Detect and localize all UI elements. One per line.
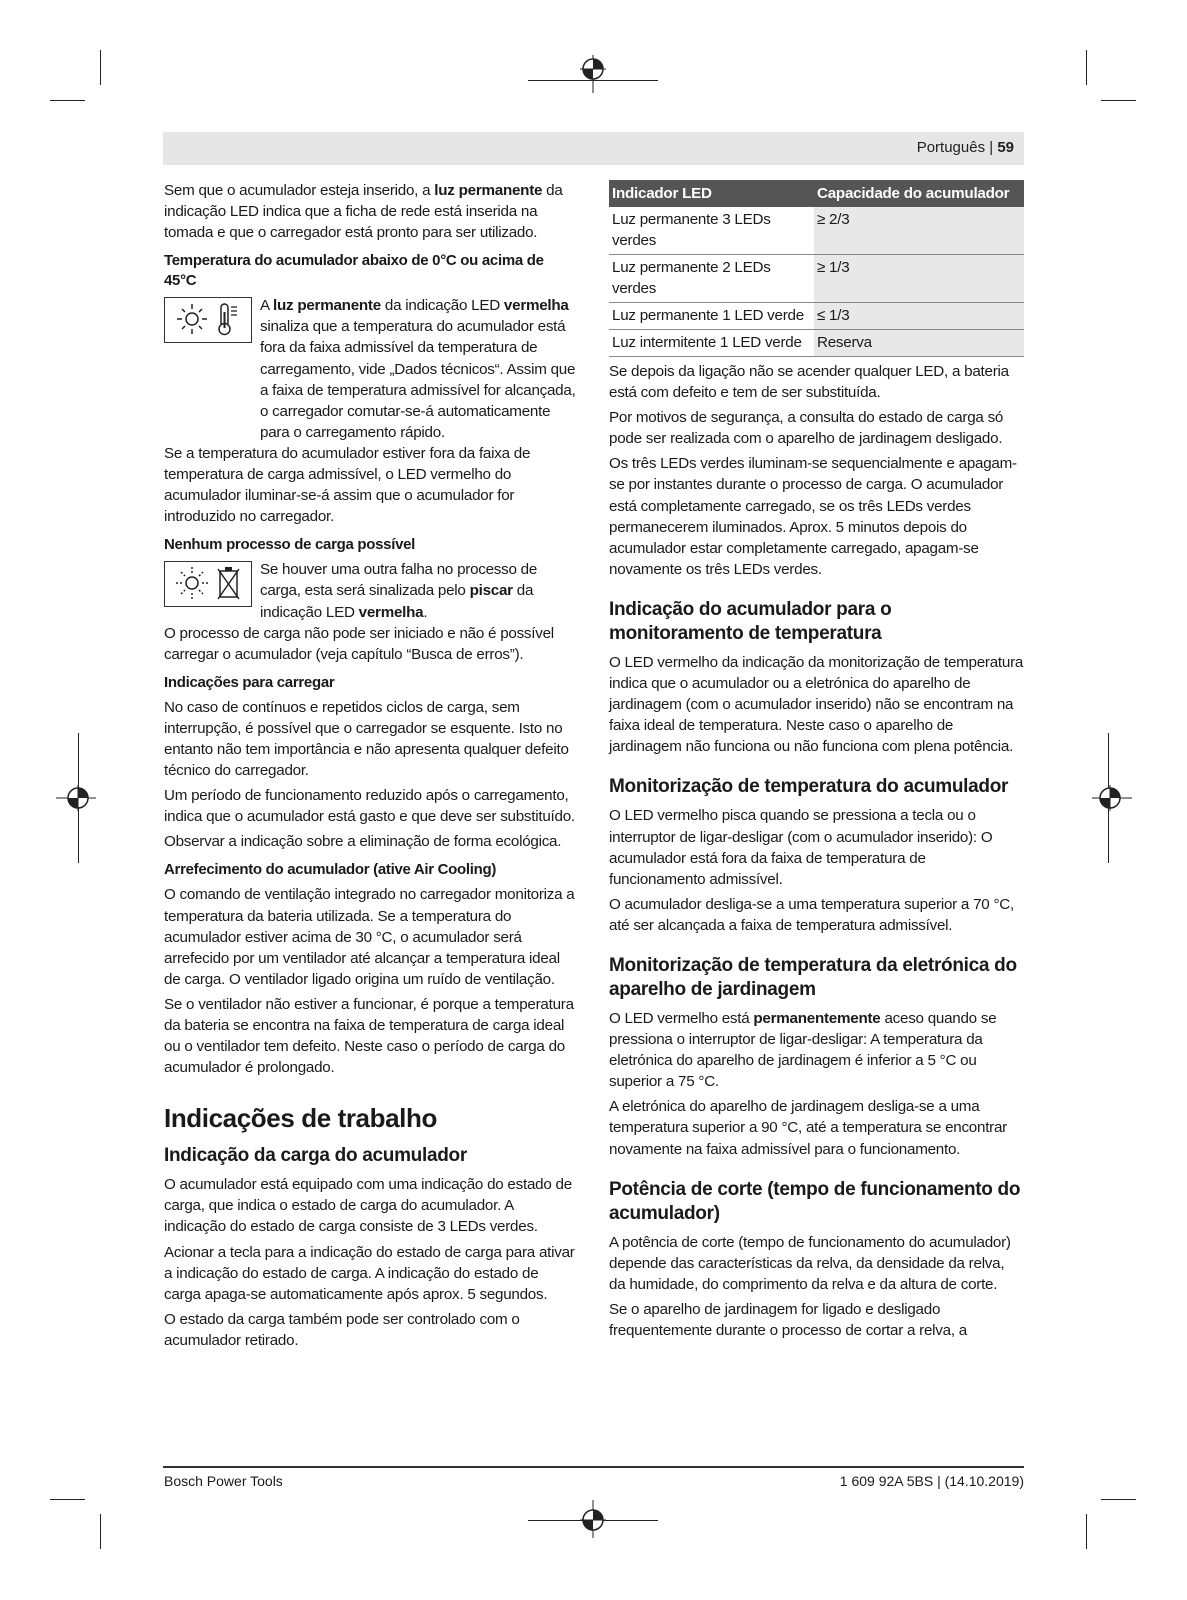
table-header-cell: Indicador LED (609, 180, 814, 207)
header-text: Português | 59 (916, 139, 1014, 156)
paragraph: Se a temperatura do acumulador estiver fora da faixa de temperatura de carga admissível, o LED vermelho do acumulador iluminar-se-á assim que o acumulador for introduzido no carregador. (164, 444, 531, 526)
table-row (609, 330, 1024, 357)
table-cell: ≥ 2/3 (814, 207, 1024, 255)
table-cell: Luz permanente 2 LEDs verdes (609, 255, 814, 303)
crop-mark (50, 100, 85, 101)
crop-mark (100, 50, 101, 85)
paragraph: No caso de contínuos e repetidos ciclos de carga, sem interrupção, é possível que o carregador se esquente. Isto no entanto não tem importância e não apresenta qualquer defeito técnico do carregador. (164, 698, 569, 780)
footer-doc-number: 1 609 92A 5BS | (14.10.2019) (839, 1473, 1024, 1489)
section-heading: Arrefecimento do acumulador (ative Air Cooling) (164, 861, 497, 879)
paragraph: O LED vermelho está permanentemente aceso quando se pressiona o interruptor de ligar-desligar: A temperatura da eletrónica do aparelho de jardinagem é inferior a 5 °C ou superior a 75 °C. (609, 1009, 997, 1091)
crop-mark (100, 1514, 101, 1549)
table-cell: Luz intermitente 1 LED verde (609, 330, 814, 357)
registration-mark-icon (580, 55, 606, 93)
paragraph: Um período de funcionamento reduzido após o carregamento, indica que o acumulador está gasto e que deve ser substituído. (164, 787, 575, 826)
right-column (609, 180, 1024, 1345)
crop-mark (1101, 100, 1136, 101)
paragraph: O LED vermelho pisca quando se pressiona a tecla ou o interruptor de ligar-desligar (com o acumulador inserido): O acumulador está fora da faixa de temperatura de funcionamento admissível. (609, 807, 993, 888)
registration-mark-icon (56, 785, 96, 811)
paragraph: Observar a indicação sobre a eliminação de forma ecológica. (164, 833, 562, 851)
crop-mark (1086, 50, 1087, 85)
chapter-heading: Indicações de trabalho (164, 1103, 437, 1134)
footer-rule (163, 1466, 1024, 1468)
crop-mark (1086, 1514, 1087, 1549)
crop-mark (1101, 1499, 1136, 1500)
section-heading: Temperatura do acumulador abaixo de 0°C ou acima de 45°C (164, 252, 544, 290)
header-language: Português (916, 139, 986, 156)
registration-mark-icon (580, 1500, 606, 1538)
paragraph: Se o ventilador não estiver a funcionar, é porque a temperatura da bateria se encontra na faixa de temperatura de carga ideal ou o ventilador tem defeito. Neste caso o período de carga do acumulador é prolongado. (164, 995, 574, 1077)
paragraph: O acumulador está equipado com uma indicação do estado de carga, que indica o estado de carga do acumulador. A indicação do estado de carga consiste de 3 LEDs verdes. (164, 1176, 572, 1236)
paragraph: Sem que o acumulador esteja inserido, a luz permanente da indicação LED indica que a ficha de rede está inserida na tomada e que o carregador está pronto para ser utilizado. (164, 182, 563, 242)
table-row (609, 303, 1024, 330)
table-cell: Reserva (814, 330, 1024, 357)
temp-warning-text: A luz permanente da indicação LED vermelha sinaliza que a temperatura do acumulador está fora da faixa admissível da temperatura de carregamento, vide „Dados técnicos“. Assim que a faixa de temperatura admissível for alcançada, o carregador comutar-se-á automaticamente para o carregamento rápido. (260, 297, 576, 441)
section-heading: Nenhum processo de carga possível (164, 536, 416, 554)
paragraph: Os três LEDs verdes iluminam-se sequencialmente e apagam-se por instantes durante o processo de carga. O acumulador está completamente carregado, se os três LEDs verdes permanecerem iluminados. Aprox. 5 minutos depois do acumulador estar completamente carregado, apagam-se novamente os três LEDs verdes. (609, 455, 1017, 578)
table-cell: Luz permanente 3 LEDs verdes (609, 207, 814, 255)
table-cell: ≤ 1/3 (814, 303, 1024, 330)
table-cell: Luz permanente 1 LED verde (609, 303, 814, 330)
paragraph: O comando de ventilação integrado no carregador monitoriza a temperatura da bateria utilizada. Se a temperatura do acumulador estiver acima de 30 °C, o acumulador será arrefecido por um ventilador até alcançar a temperatura ideal de carga. O ventilador ligado origina um ruído de ventilação. (164, 886, 575, 988)
section-heading: Monitorização de temperatura da eletrónica do aparelho de jardinagem (609, 954, 1017, 1000)
table-header-cell: Capacidade do acumulador (814, 180, 1024, 207)
table-row (609, 207, 1024, 255)
led-capacity-table (609, 180, 1024, 357)
registration-mark-icon (1092, 785, 1132, 811)
paragraph: A potência de corte (tempo de funcionamento do acumulador) depende das características da relva, da densidade da relva, da humidade, do comprimento da relva e da altura de corte. (609, 1233, 1011, 1293)
page-number: 59 (997, 139, 1014, 156)
no-charge-block (164, 559, 579, 622)
paragraph: Se o aparelho de jardinagem for ligado e desligado frequentemente durante o processo de cortar a relva, a (609, 1300, 967, 1339)
table-cell: ≥ 1/3 (814, 255, 1024, 303)
crop-mark (50, 1499, 85, 1500)
temp-warning-block (164, 295, 579, 443)
paragraph: Por motivos de segurança, a consulta do estado de carga só pode ser realizada com o aparelho de jardinagem desligado. (609, 409, 1004, 448)
section-heading: Monitorização de temperatura do acumulador (609, 776, 1009, 798)
section-heading: Indicação da carga do acumulador (164, 1145, 467, 1167)
paragraph: Acionar a tecla para a indicação do estado de carga para ativar a indicação do estado de carga. A indicação do estado de carga apaga-se automaticamente após aprox. 5 segundos. (164, 1243, 575, 1303)
paragraph: O processo de carga não pode ser iniciado e não é possível carregar o acumulador (veja capítulo “Busca de erros”). (164, 624, 554, 663)
paragraph: A eletrónica do aparelho de jardinagem desliga-se a uma temperatura superior a 90 °C, até a temperatura se encontrar novamente na faixa admissível para o funcionamento. (609, 1098, 1007, 1158)
paragraph: O acumulador desliga-se a uma temperatura superior a 70 °C, até ser alcançada a faixa de temperatura admissível. (609, 895, 1014, 934)
table-header-row (609, 180, 1024, 207)
table-row (609, 255, 1024, 303)
paragraph: Se depois da ligação não se acender qualquer LED, a bateria está com defeito e tem de ser substituída. (609, 363, 1009, 402)
section-heading: Potência de corte (tempo de funcionamento do acumulador) (609, 1178, 1021, 1224)
led-blinking-battery-icon (164, 561, 252, 607)
section-heading: Indicação do acumulador para o monitoramento de temperatura (609, 598, 892, 644)
left-column (164, 180, 579, 1355)
footer-brand: Bosch Power Tools (164, 1473, 283, 1489)
paragraph: O LED vermelho da indicação da monitorização de temperatura indica que o acumulador ou a eletrónica do aparelho de jardinagem (com o acumulador inserido) não se encontram na faixa ideal de temperatura. Neste caso o aparelho de jardinagem não funciona ou não funciona com plena potência. (609, 653, 1024, 756)
section-heading: Indicações para carregar (164, 673, 335, 691)
page-header (163, 132, 1024, 165)
paragraph: O estado da carga também pode ser controlado com o acumulador retirado. (164, 1310, 520, 1349)
no-charge-text: Se houver uma outra falha no processo de carga, esta será sinalizada pelo piscar da indicação LED vermelha. (260, 561, 538, 621)
led-temperature-icon (164, 297, 252, 343)
